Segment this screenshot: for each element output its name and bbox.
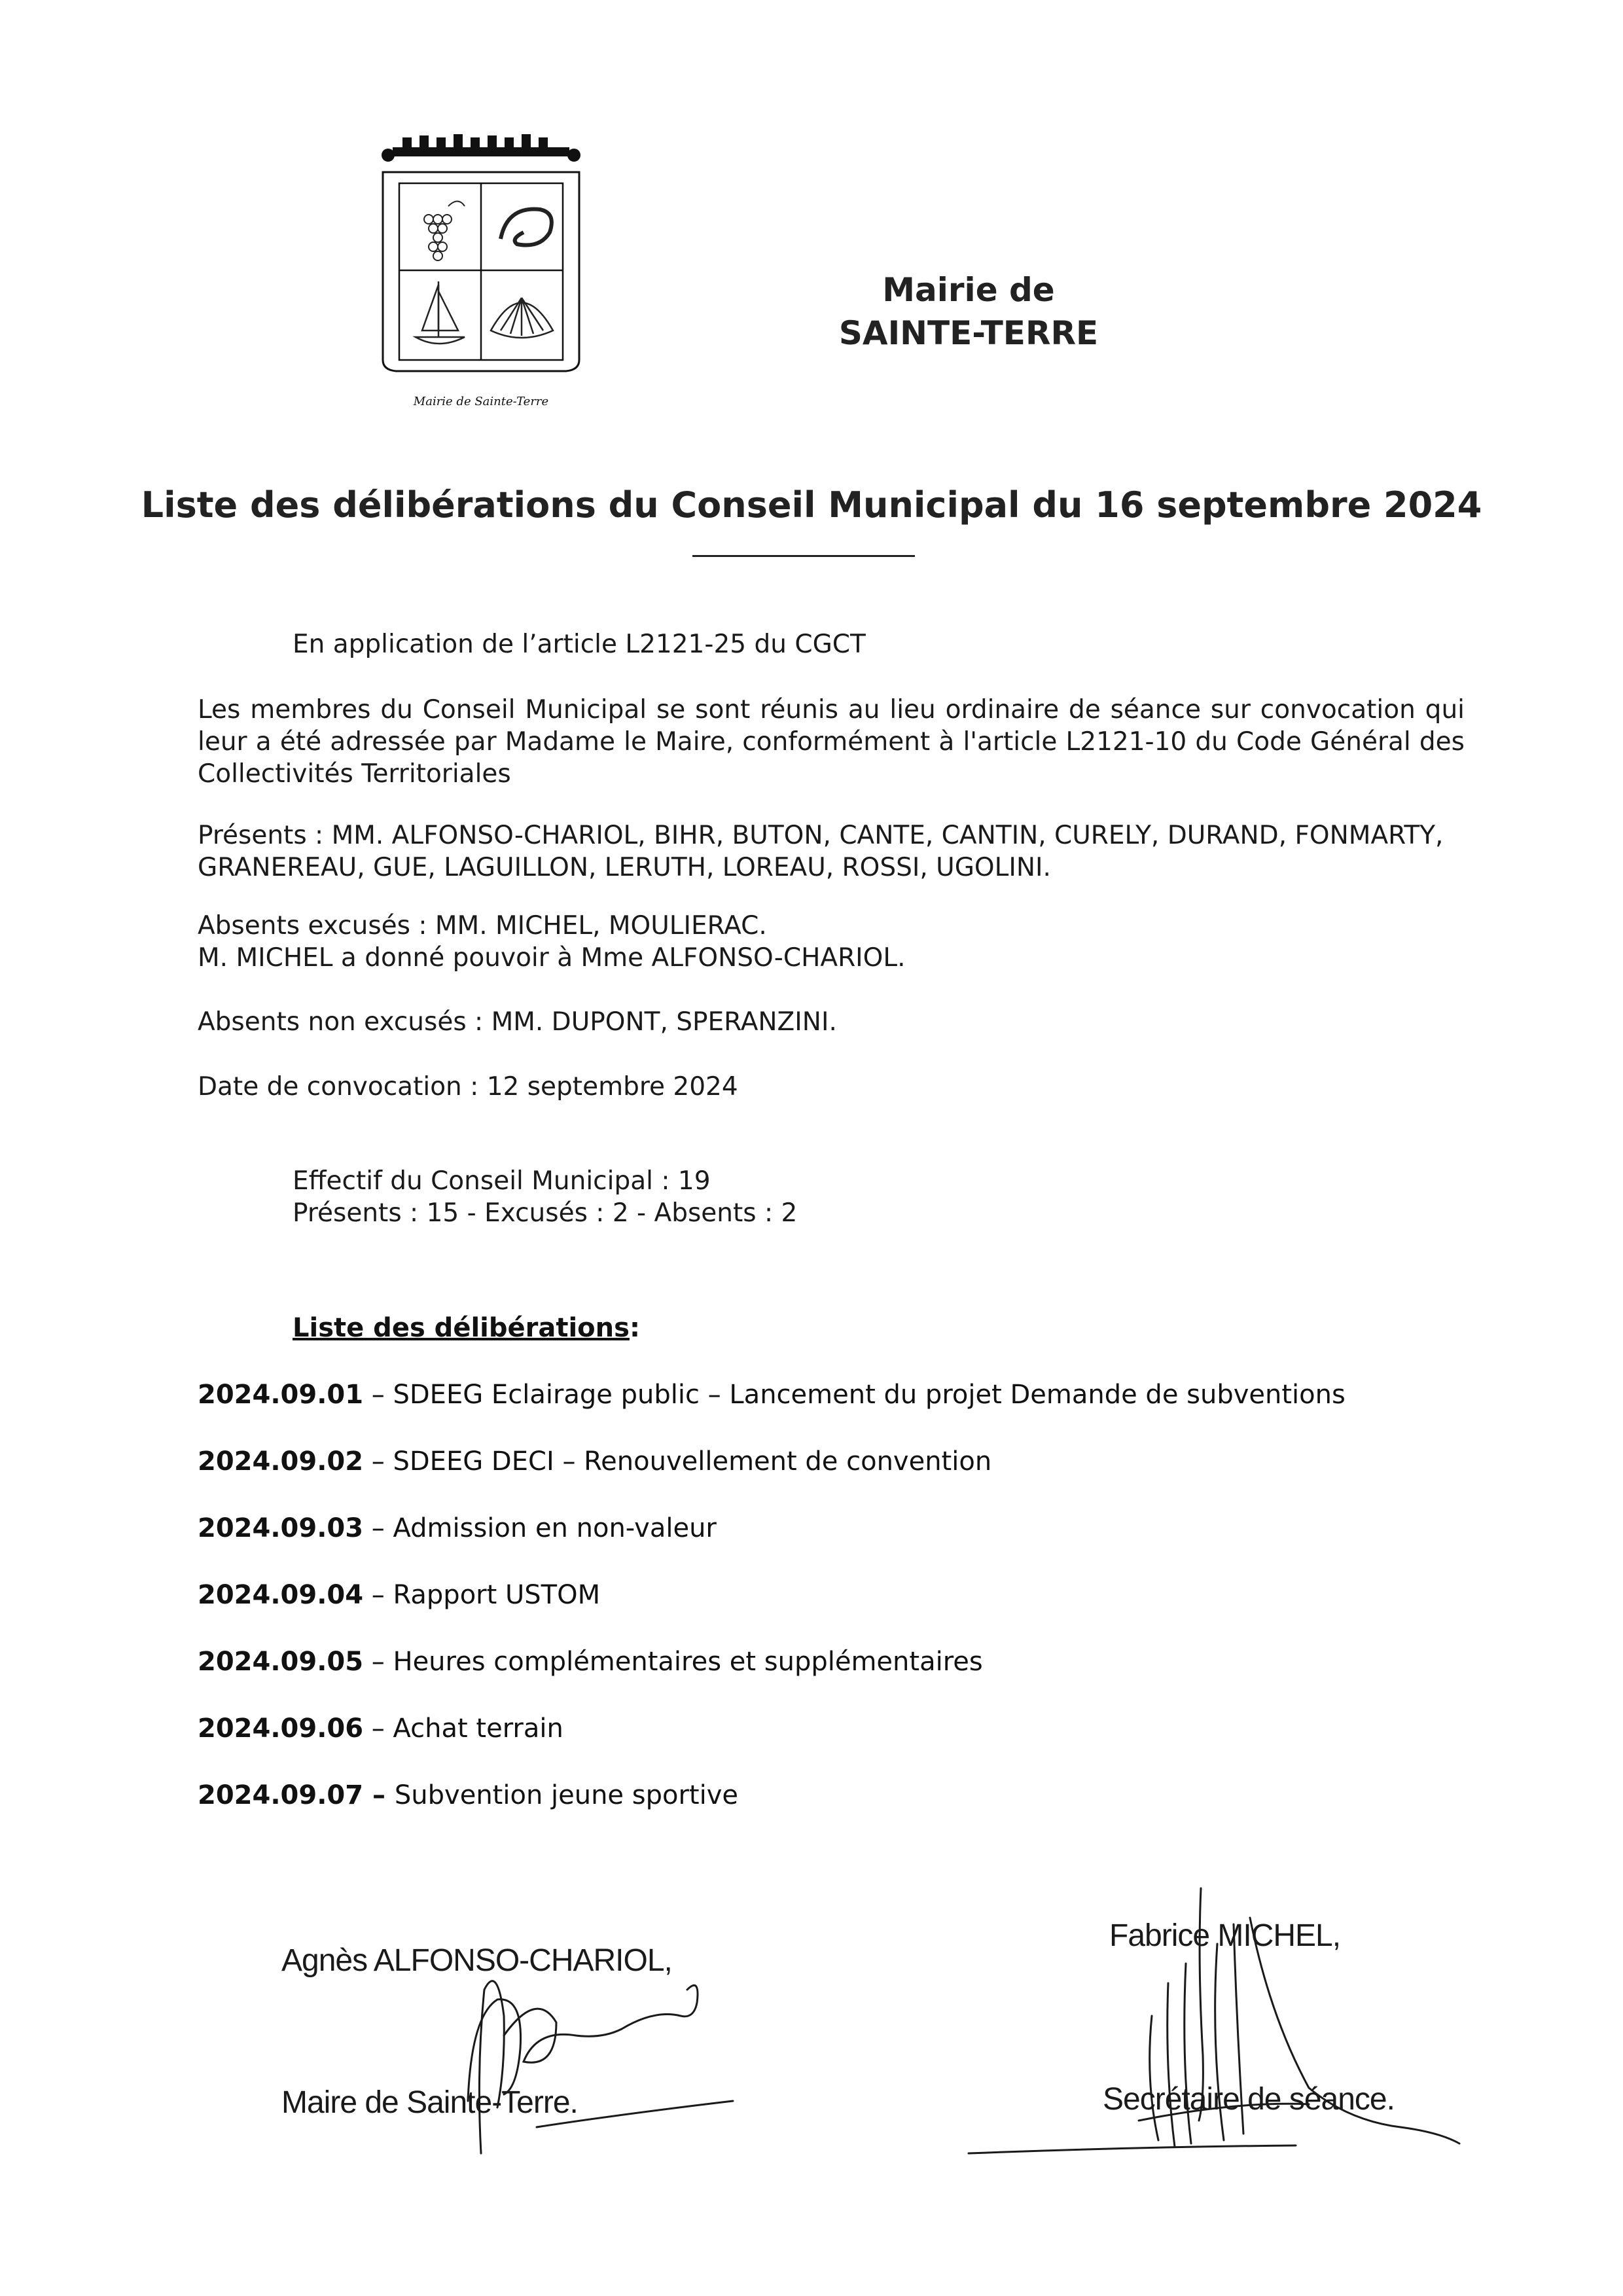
deliberation-number: 2024.09.07 bbox=[198, 1780, 364, 1810]
deliberation-item bbox=[198, 1645, 983, 1678]
headcount-total: Effectif du Conseil Municipal : 19 bbox=[293, 1166, 711, 1196]
mayor-role: Maire de Sainte-Terre. bbox=[281, 2085, 578, 2120]
deliberation-separator: – bbox=[363, 1713, 393, 1744]
unexcused-list: Absents non excusés : MM. DUPONT, SPERANZINI. bbox=[198, 1007, 837, 1037]
deliberation-label: SDEEG Eclairage public – Lancement du projet Demande de subventions bbox=[393, 1380, 1346, 1410]
deliberation-item bbox=[198, 1445, 991, 1478]
mayor-name: Agnès ALFONSO-CHARIOL, bbox=[281, 1943, 672, 1978]
deliberation-item bbox=[198, 1779, 738, 1812]
deliberations-heading-text: Liste des délibérations bbox=[293, 1313, 630, 1343]
presents-list: Présents : MM. ALFONSO-CHARIOL, BIHR, BUTON, CANTE, CANTIN, CURELY, DURAND, FONMARTY, GRANEREAU, GUE, LAGUILLON, LERUTH, LOREAU, ROSSI, UGOLINI. bbox=[198, 821, 1444, 882]
excused-list: Absents excusés : MM. MICHEL, MOULIERAC. bbox=[198, 911, 767, 941]
deliberation-item bbox=[198, 1378, 1346, 1411]
proxy-note: M. MICHEL a donné pouvoir à Mme ALFONSO-CHARIOL. bbox=[198, 943, 906, 973]
deliberation-number: 2024.09.05 bbox=[198, 1647, 364, 1677]
coat-of-arms-icon bbox=[376, 134, 586, 416]
deliberation-label: Subvention jeune sportive bbox=[394, 1780, 738, 1810]
deliberations-heading-suffix: : bbox=[629, 1313, 640, 1343]
deliberation-number: 2024.09.02 bbox=[198, 1446, 364, 1477]
secretary-signature bbox=[942, 1885, 1479, 2186]
coat-of-arms-logo bbox=[376, 134, 586, 416]
org-line1: Mairie de bbox=[882, 271, 1055, 309]
secretary-name: Fabrice MICHEL, bbox=[1109, 1918, 1341, 1953]
deliberation-item bbox=[198, 1579, 600, 1611]
secretary-role: Secrétaire de séance. bbox=[1103, 2082, 1395, 2117]
document-title: Liste des délibérations du Conseil Municipal du 16 septembre 2024 bbox=[141, 484, 1482, 526]
council-headcount bbox=[293, 1165, 797, 1229]
deliberation-label: Admission en non-valeur bbox=[393, 1513, 717, 1543]
deliberation-label: SDEEG DECI – Renouvellement de convention bbox=[393, 1446, 992, 1477]
convocation-date: Date de convocation : 12 septembre 2024 bbox=[198, 1072, 738, 1102]
mayor-signature bbox=[406, 1937, 759, 2173]
deliberation-number: 2024.09.06 bbox=[198, 1713, 364, 1744]
excused-block bbox=[198, 910, 1465, 974]
deliberation-item bbox=[198, 1512, 717, 1545]
deliberation-separator: – bbox=[363, 1780, 395, 1810]
deliberation-number: 2024.09.03 bbox=[198, 1513, 364, 1543]
deliberation-number: 2024.09.04 bbox=[198, 1580, 364, 1610]
deliberation-label: Heures complémentaires et supplémentaires bbox=[393, 1647, 983, 1677]
deliberation-number: 2024.09.01 bbox=[198, 1380, 364, 1410]
org-line2: SAINTE-TERRE bbox=[838, 314, 1099, 352]
deliberation-label: Achat terrain bbox=[393, 1713, 563, 1744]
logo-caption: Mairie de Sainte-Terre bbox=[413, 395, 549, 408]
legal-reference: En application de l’article L2121-25 du CGCT bbox=[293, 630, 866, 659]
deliberation-separator: – bbox=[363, 1647, 393, 1677]
title-underline bbox=[692, 555, 915, 557]
deliberation-separator: – bbox=[363, 1380, 393, 1410]
deliberation-separator: – bbox=[363, 1580, 393, 1610]
intro-paragraph: Les membres du Conseil Municipal se sont réunis au lieu ordinaire de séance sur convocation qui leur a été adressée par Madame le Maire, conformément à l'article L2121-10 du Code Général des Collectivités Territoriales bbox=[198, 695, 1465, 789]
deliberation-label: Rapport USTOM bbox=[393, 1580, 601, 1610]
organization-name bbox=[759, 268, 1178, 355]
deliberation-separator: – bbox=[363, 1446, 393, 1477]
deliberations-heading bbox=[293, 1313, 640, 1343]
headcount-breakdown: Présents : 15 - Excusés : 2 - Absents : 2 bbox=[293, 1198, 798, 1228]
deliberation-separator: – bbox=[363, 1513, 393, 1543]
deliberation-item bbox=[198, 1712, 563, 1745]
